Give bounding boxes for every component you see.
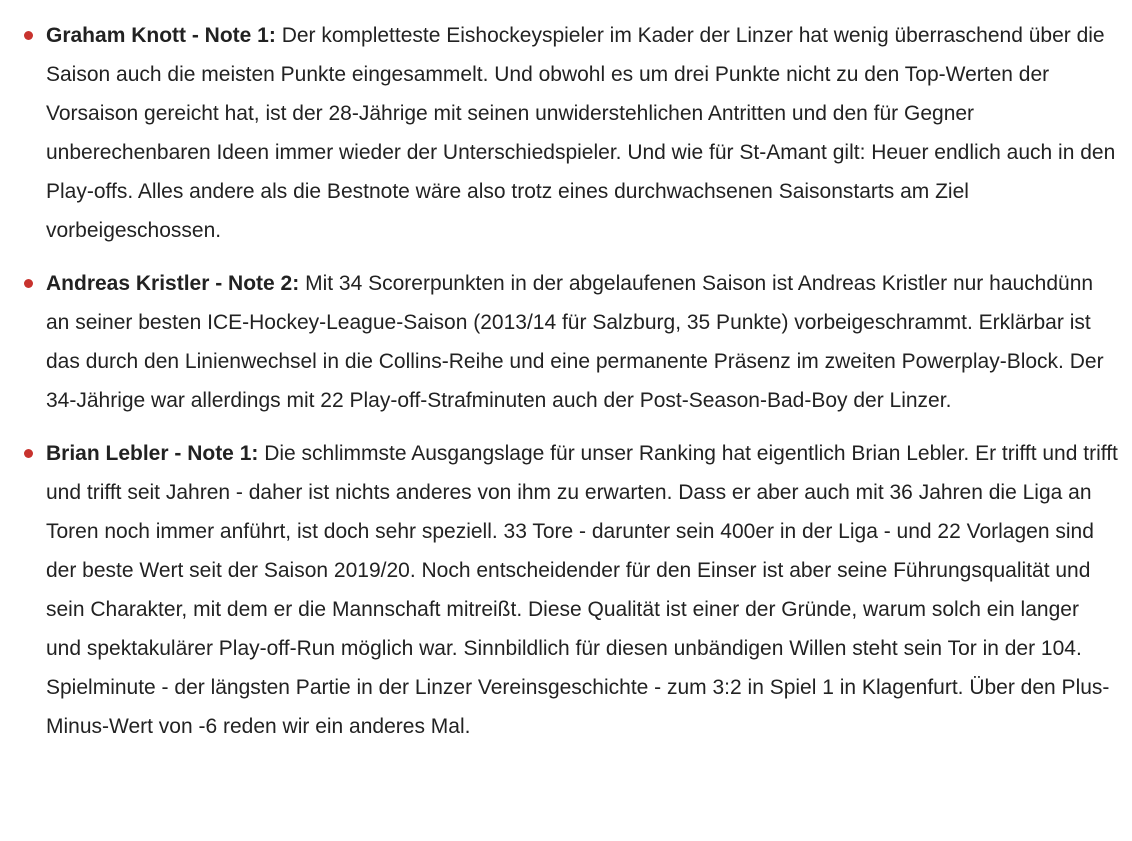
player-rating-heading: Graham Knott - Note 1: xyxy=(46,24,282,47)
player-rating-text: Die schlimmste Ausgangslage für unser Ranking hat eigentlich Brian Lebler. Er trifft und trifft und trifft seit Jahren - daher ist nichts anderes von ihm zu erwarten. Dass er aber auch mit 36 Jahren die Liga an Toren noch immer anführt, ist doch sehr speziell. 33 Tore - darunter sein 400er in der Liga - und 22 Vorlagen sind der beste Wert seit der Saison 2019/20. Noch entscheidender für den Einser ist aber seine Führungsqualität und sein Charakter, mit dem er die Mannschaft mitreißt. Diese Qualität ist einer der Gründe, warum solch ein langer und spektakulärer Play-off-Run möglich war. Sinnbildlich für diesen unbändigen Willen steht sein Tor in der 104. Spielminute - der längsten Partie in der Linzer Vereinsgeschichte - zum 3:2 in Spiel 1 in Klagenfurt. Über den Plus-Minus-Wert von -6 reden wir ein anderes Mal. xyxy=(46,442,1118,738)
bullet-icon xyxy=(24,449,33,458)
bullet-icon xyxy=(24,31,33,40)
list-item xyxy=(46,434,1118,746)
list-item xyxy=(46,264,1118,420)
player-rating-heading: Andreas Kristler - Note 2: xyxy=(46,272,306,295)
player-rating-text: Mit 34 Scorerpunkten in der abgelaufenen Saison ist Andreas Kristler nur hauchdünn an seiner besten ICE-Hockey-League-Saison (2013/14 für Salzburg, 35 Punkte) vorbeigeschrammt. Erklärbar ist das durch den Linienwechsel in die Collins-Reihe und eine permanente Präsenz im zweiten Powerplay-Block. Der 34-Jährige war allerdings mit 22 Play-off-Strafminuten auch der Post-Season-Bad-Boy der Linzer. xyxy=(46,272,1104,412)
list-item xyxy=(46,16,1118,250)
player-rating-text: Der kompletteste Eishockeyspieler im Kader der Linzer hat wenig überraschend über die Saison auch die meisten Punkte eingesammelt. Und obwohl es um drei Punkte nicht zu den Top-Werten der Vorsaison gereicht hat, ist der 28-Jährige mit seinen unwiderstehlichen Antritten und den für Gegner unberechenbaren Ideen immer wieder der Unterschiedspieler. Und wie für St-Amant gilt: Heuer endlich auch in den Play-offs. Alles andere als die Bestnote wäre also trotz eines durchwachsenen Saisonstarts am Ziel vorbeigeschossen. xyxy=(46,24,1116,242)
player-rating-heading: Brian Lebler - Note 1: xyxy=(46,442,265,465)
bullet-icon xyxy=(24,279,33,288)
